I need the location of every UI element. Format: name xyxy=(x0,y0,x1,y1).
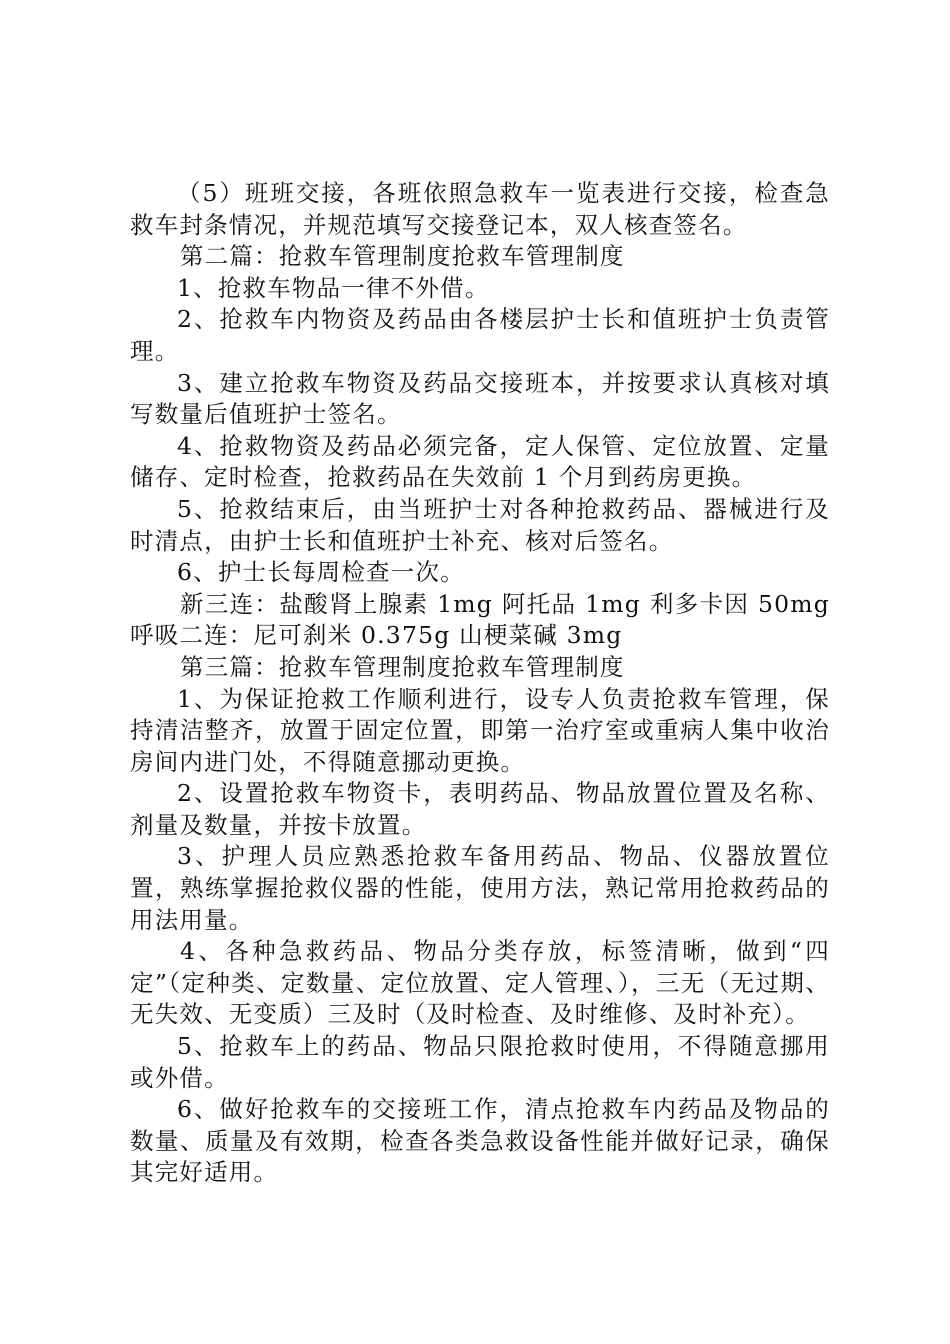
section-heading-part-two: 第二篇：抢救车管理制度抢救车管理制度 xyxy=(180,242,625,271)
paragraph-rule-4: 4、抢救物资及药品必须完备，定人保管、定位放置、定量储存、定时检查，抢救药品在失效前 1 个月到药房更换。 xyxy=(130,431,830,492)
paragraph-rule-5: 5、抢救结束后，由当班护士对各种抢救药品、器械进行及时清点，由护士长和值班护士补充、核对后签名。 xyxy=(130,494,830,555)
paragraph-part3-rule-6: 6、做好抢救车的交接班工作，清点抢救车内药品及物品的数量、质量及有效期，检查各类急救设备性能并做好记录，确保其完好适用。 xyxy=(130,1095,830,1187)
section-heading-part-three: 第三篇：抢救车管理制度抢救车管理制度 xyxy=(180,652,625,681)
paragraph-rule-2: 2、抢救车内物资及药品由各楼层护士长和值班护士负责管理。 xyxy=(130,305,830,365)
document-body xyxy=(130,178,830,1189)
paragraph-part3-rule-1: 1、为保证抢救工作顺利进行，设专人负责抢救车管理，保持清洁整齐，放置于固定位置，即第一治疗室或重病人集中收治房间内进门处，不得随意挪动更换。 xyxy=(130,684,830,776)
paragraph-part3-rule-2: 2、设置抢救车物资卡，表明药品、物品放置位置及名称、剂量及数量，并按卡放置。 xyxy=(130,779,830,839)
paragraph-rule-6: 6、护士长每周检查一次。 xyxy=(177,558,465,587)
paragraph-part3-rule-5: 5、抢救车上的药品、物品只限抢救时使用，不得随意挪用或外借。 xyxy=(130,1032,830,1092)
paragraph-rule-3: 3、建立抢救车物资及药品交接班本，并按要求认真核对填写数量后值班护士签名。 xyxy=(130,368,830,429)
paragraph-drug-list: 新三连：盐酸肾上腺素 1mg 阿托品 1mg 利多卡因 50mg 呼吸二连：尼可刹米 0.375g 山梗菜碱 3mg xyxy=(130,589,830,650)
paragraph-part3-rule-4: 4、各种急救药品、物品分类存放，标签清晰，做到“四定”（定种类、定数量、定位放置、定人管理、），三无（无过期、无失效、无变质）三及时（及时检查、及时维修、及时补充）。 xyxy=(130,937,830,1029)
paragraph-shift-handover: （5）班班交接，各班依照急救车一览表进行交接，检查急救车封条情况，并规范填写交接登记本，双人核查签名。 xyxy=(130,179,830,239)
paragraph-rule-1: 1、抢救车物品一律不外借。 xyxy=(177,273,490,302)
paragraph-part3-rule-3: 3、护理人员应熟悉抢救车备用药品、物品、仪器放置位置，熟练掌握抢救仪器的性能，使用方法，熟记常用抢救药品的用法用量。 xyxy=(130,842,830,934)
